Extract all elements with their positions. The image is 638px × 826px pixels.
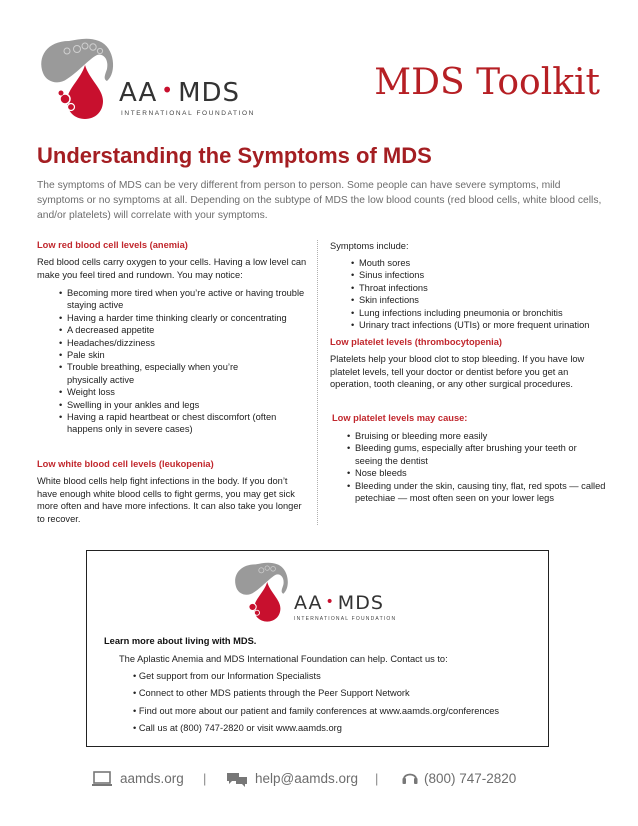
aamds-logo-mark [37, 35, 127, 125]
list-item: • Bleeding under the skin, causing tiny, flat, red spots — called petechiae — most often seen on your lower legs [347, 480, 606, 504]
list-item: • Sinus infections [351, 270, 425, 281]
footer-website[interactable]: aamds.org [120, 771, 184, 786]
box-lead: The Aplastic Anemia and MDS International Foundation can help. Contact us to: [119, 654, 448, 664]
list-item: • Weight loss [59, 387, 115, 398]
list-item: • Having a rapid heartbeat or chest discomfort (often happens only in severe cases) [59, 412, 277, 435]
anemia-paragraph: Red blood cells carry oxygen to your cells. Having a low level can make you feel tired and rundown. You may notice: [37, 257, 307, 280]
thrombocytopenia-heading: Low platelet levels (thrombocytopenia) [330, 337, 503, 347]
list-item: • Headaches/dizziness [59, 337, 155, 348]
list-item: • Bruising or bleeding more easily [347, 431, 488, 441]
box-logo-mds: MDS [337, 592, 384, 614]
box-logo-aa: AA [294, 592, 323, 614]
list-item: • Swelling in your ankles and legs [59, 399, 200, 410]
box-list-item: • Get support from our Information Specialists [133, 671, 321, 681]
list-item: • Throat infections [351, 282, 428, 293]
logo-mds: MDS [178, 78, 241, 108]
symptoms-list [336, 257, 606, 331]
list-item: • Trouble breathing, especially when you’re physically active [59, 362, 239, 385]
box-logo-dot: • [325, 594, 335, 610]
platelet-cause-list [332, 430, 606, 504]
logo-aa: AA [119, 78, 158, 108]
column-divider [317, 240, 318, 525]
leukopenia-paragraph: White blood cells help fight infections in the body. If you don’t have enough white blood cells to fight germs, you may get sick more often and have more infections. It can also take you longer to recover. [37, 476, 302, 524]
box-logo-tagline: INTERNATIONAL FOUNDATION [294, 616, 397, 622]
symptoms-intro: Symptoms include: [330, 241, 409, 251]
list-item: • Mouth sores [351, 258, 411, 268]
list-item: • A decreased appetite [59, 325, 155, 336]
page-title: Understanding the Symptoms of MDS [37, 143, 432, 168]
box-list-item: • Find out more about our patient and family conferences at www.aamds.org/conferences [133, 706, 500, 716]
box-list-item: • Call us at (800) 747-2820 or visit www.aamds.org [133, 723, 342, 733]
list-item: • Having a harder time thinking clearly or concentrating [59, 312, 287, 323]
toolkit-title: MDS Toolkit [374, 62, 600, 103]
footer-email[interactable]: help@aamds.org [255, 771, 359, 786]
box-heading: Learn more about living with MDS. [104, 636, 257, 646]
logo-dot: • [161, 78, 175, 102]
list-item: • Pale skin [59, 350, 105, 361]
headset-icon [401, 769, 419, 787]
intro-paragraph: The symptoms of MDS can be very different from person to person. Some people can have severe symptoms, mild symptoms or no symptoms at all. Depending on the subtype of MDS the low blood counts (red blood cells, white blood cells, and/or platelets) will correlate with your symptoms. [37, 180, 602, 221]
platelet-cause-heading: Low platelet levels may cause: [332, 413, 468, 423]
laptop-icon [92, 771, 112, 787]
list-item: • Lung infections including pneumonia or bronchitis [351, 307, 563, 318]
anemia-list [44, 287, 309, 436]
box-list-item: • Connect to other MDS patients through the Peer Support Network [133, 688, 410, 698]
list-item: • Urinary tract infections (UTIs) or more frequent urination [351, 320, 590, 331]
list-item: • Nose bleeds [347, 468, 407, 479]
aamds-logo[interactable] [37, 35, 277, 125]
list-item: • Skin infections [351, 295, 419, 306]
list-item: • Bleeding gums, especially after brushing your teeth or seeing the dentist [347, 443, 577, 466]
logo-tagline: INTERNATIONAL FOUNDATION [121, 110, 255, 117]
list-item: • Becoming more tired when you’re active or having trouble staying active [59, 288, 305, 311]
footer-separator: | [375, 771, 379, 786]
footer-separator: | [203, 771, 207, 786]
thrombocytopenia-paragraph: Platelets help your blood clot to stop bleeding. If you have low platelet levels, tell your doctor or dentist before you get an operation, tooth cleaning, or any other surgical procedures. [330, 354, 585, 389]
footer-phone[interactable]: (800) 747-2820 [424, 771, 517, 786]
chat-icon [226, 771, 248, 787]
leukopenia-heading: Low white blood cell levels (leukopenia) [37, 459, 214, 469]
anemia-heading: Low red blood cell levels (anemia) [37, 240, 188, 250]
box-logo[interactable] [232, 560, 412, 628]
box-logo-mark [232, 560, 298, 626]
